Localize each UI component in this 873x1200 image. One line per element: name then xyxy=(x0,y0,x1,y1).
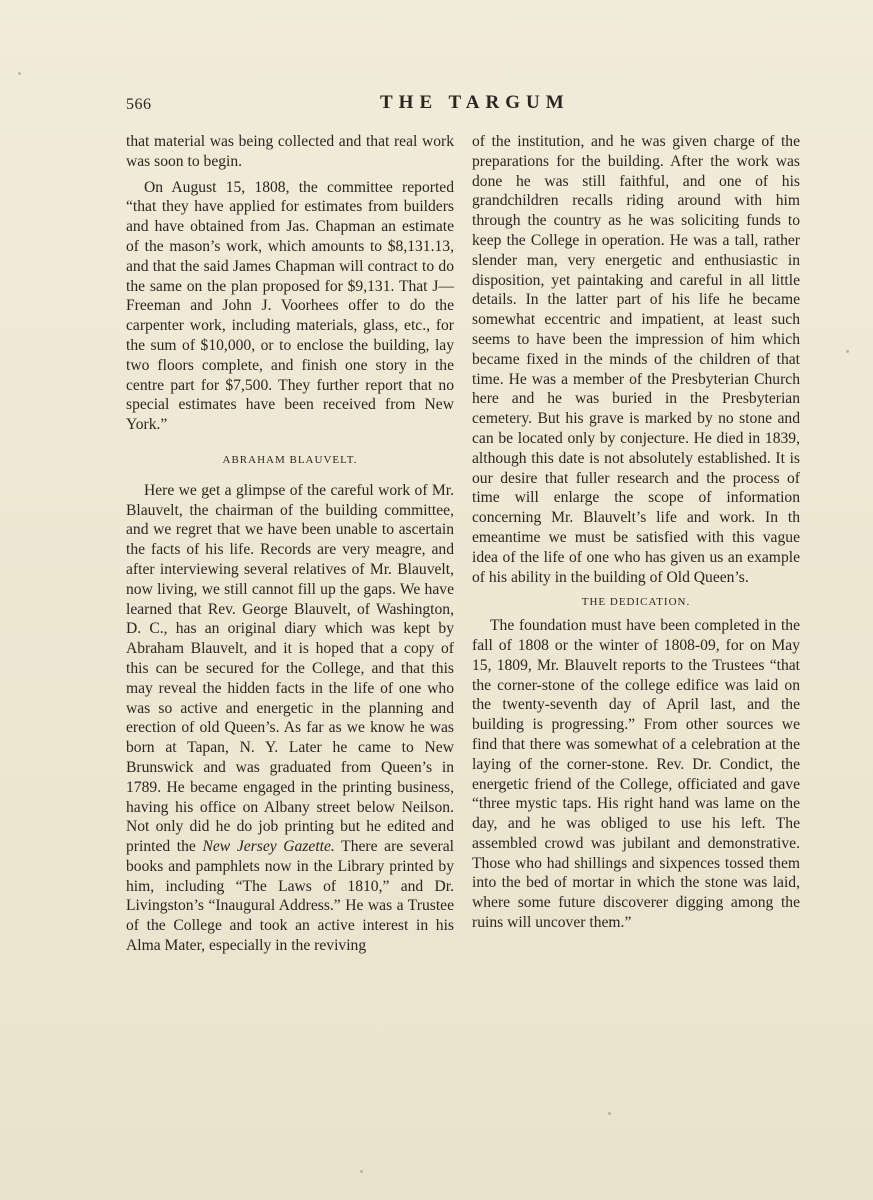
italic-title: New Jersey Gazette. xyxy=(202,838,335,856)
paper-speck xyxy=(608,1112,611,1115)
paragraph: that material was being collected and that real work was soon to begin. xyxy=(126,133,454,170)
page-number: 566 xyxy=(126,96,152,113)
paper-speck xyxy=(360,1170,363,1173)
text-run: Here we get a glimpse of the careful work of Mr. Blauvelt, the chairman of the building committee, and we regret that we have been unable to ascertain the facts of his life. Records are very meagre, and after interviewing several relatives of Mr. Blauvelt, now living, we still cannot fill up the gaps. We have learned that Rev. George Blauvelt, of Washington, D. C., has an original diary which was kept by Abraham Blauvelt, and it is hoped that a copy of this can be secured for the College, and that this may reveal the hidden facts in the life of one who was so active and energetic in the planning and erection of old Queen’s. As far as we know he was born at Tapan, N. Y. Later he came to New Brunswick and was graduated from Queen’s in 1789. He became engaged in the printing business, having his office on Albany street below Neilson. Not only did he do job printing but he edited and printed the xyxy=(126,481,454,856)
paragraph: of the institution, and he was given charge of the preparations for the building. After the work was done he was still faithful, and one of his grandchildren recalls riding around with him through the country as he was soliciting funds to keep the College in operation. He was a tall, rather slender man, very energetic and enthusiastic in disposition, yet paintaking and careful in all little details. In the latter part of his life he became somewhat eccentric and impatient, at least such seems to have been the impression of him which became fixed in the minds of the children of that time. He was a member of the Presbyterian Church here and he was buried in the Presbyterian cemetery. But his grave is marked by no stone and can be located only by conjecture. He died in 1839, although this date is not absolutely established. It is our desire that fuller research and the process of time will enlarge the scope of information concerning Mr. Blauvelt’s life and work. In th emeantime we must be satisfied with this vague idea of the life of one who has given us an example of his ability in the building of Old Queen’s. xyxy=(472,133,800,586)
page-header xyxy=(126,92,806,122)
right-column xyxy=(472,132,800,933)
paragraph xyxy=(126,481,454,956)
text-run: There are several books and pamphlets now in the Library printed by him, including “The Laws of 1810,” and Dr. Livingston’s “Inaugural Address.” He was a Trustee of the College and took an active interest in his Alma Mater, especially in the reviving xyxy=(126,838,454,955)
paper-speck xyxy=(846,350,849,353)
running-title: THE TARGUM xyxy=(380,92,570,113)
paper-speck xyxy=(18,72,21,75)
paragraph: On August 15, 1808, the committee reported “that they have applied for estimates from builders and have obtained from Jas. Chapman an estimate of the mason’s work, which amounts to $8,131.13, and that the said James Chapman will contract to do the same on the plan proposed for $9,131. That J— Freeman and John J. Voorhees offer to do the carpenter work, including materials, glass, etc., for the sum of $10,000, or to enclose the building, lay two floors complete, and finish one story in the centre part for $7,500. They further report that no special estimates have been received from New York.” xyxy=(126,178,454,434)
paragraph: The foundation must have been completed in the fall of 1808 or the winter of 1808-09, for on May 15, 1809, Mr. Blauvelt reports to the Trustees “that the corner-stone of the college edifice was laid on the twenty-seventh day of April last, and the building is progressing.” From other sources we find that there was somewhat of a celebration at the laying of the corner-stone. Rev. Dr. Condict, the energetic friend of the College, officiated and gave “three mystic taps. His right hand was lame on the day, and he was obliged to use his left. The assembled crowd was jubilant and demonstrative. Those who had shillings and sixpences tossed them into the bed of mortar in which the stone was laid, where some future discoverer digging among the ruins will uncover them.” xyxy=(472,617,800,932)
section-heading: THE DEDICATION. xyxy=(581,596,691,609)
section-heading: ABRAHAM BLAUVELT. xyxy=(222,453,358,466)
left-column xyxy=(126,132,454,956)
